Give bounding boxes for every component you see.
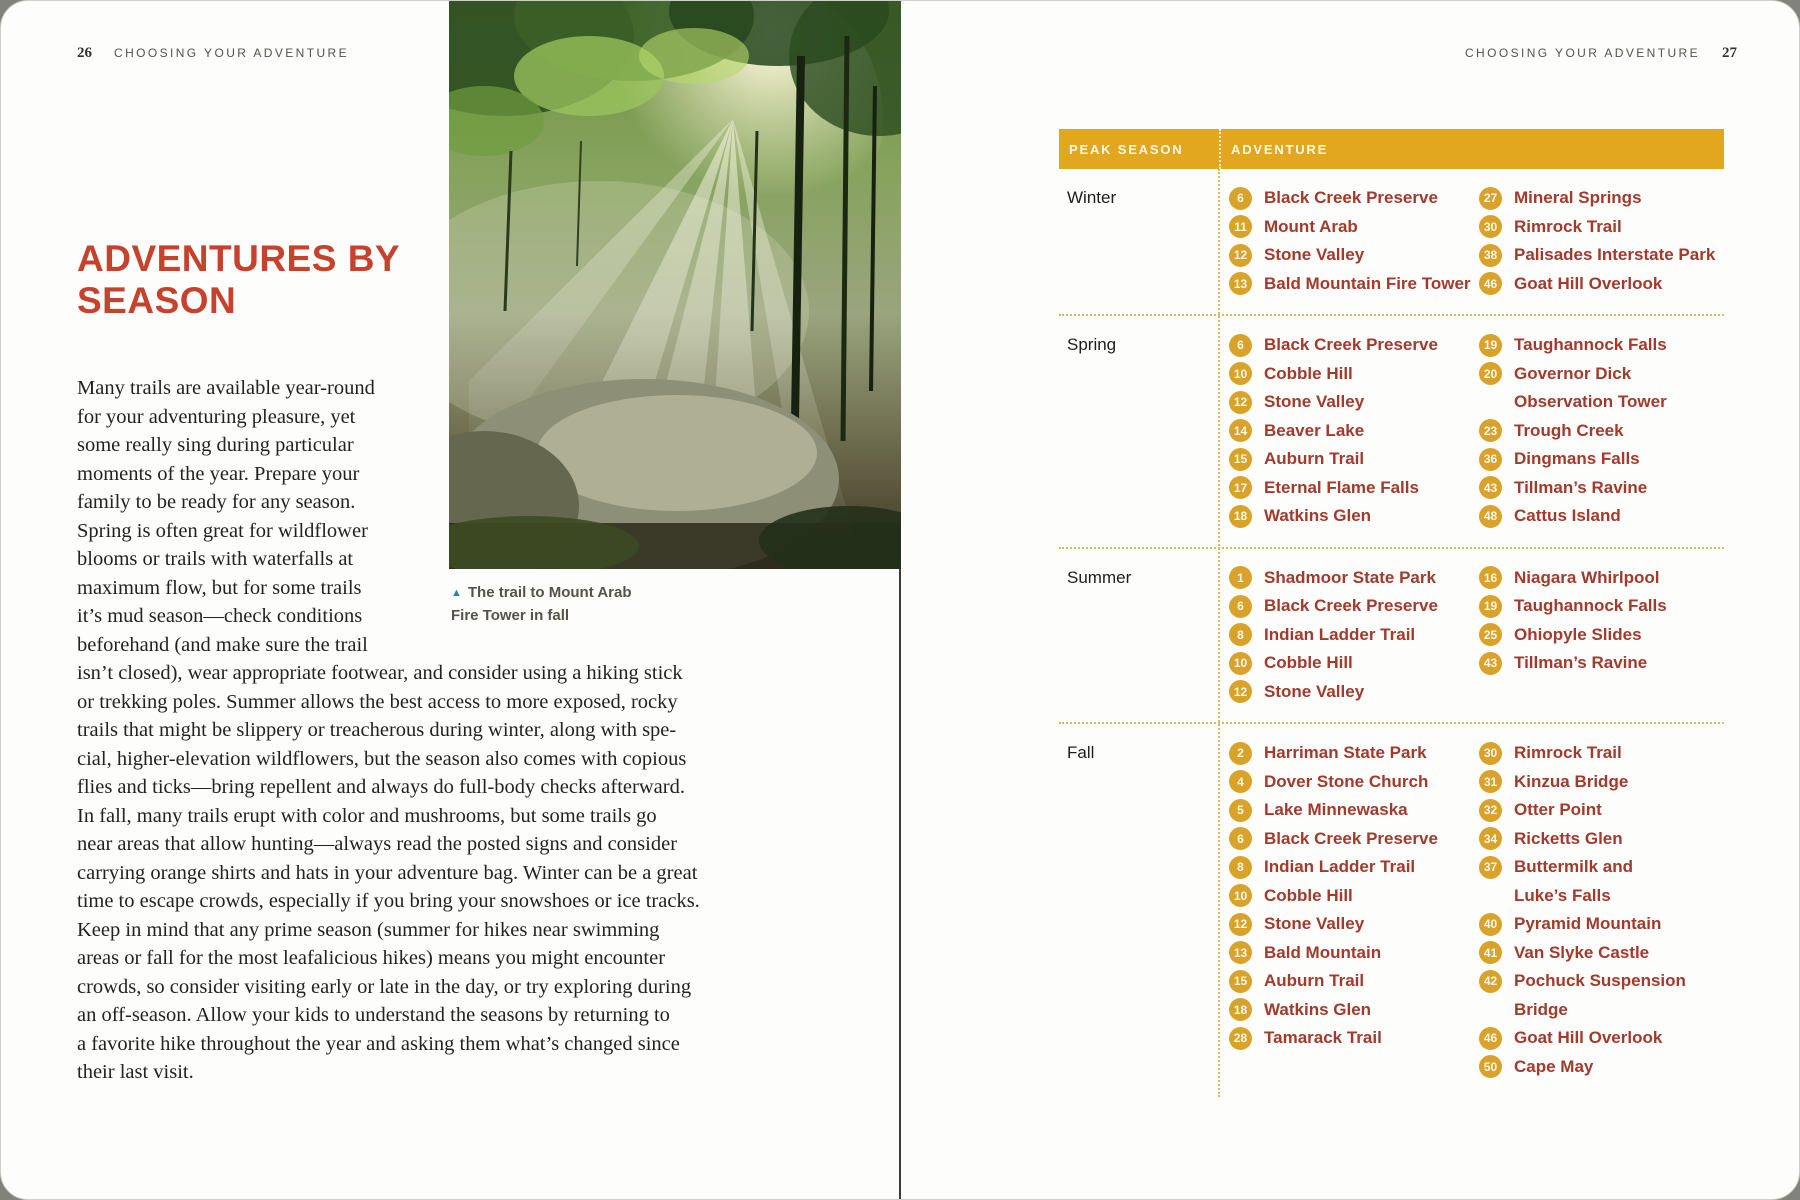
- adventure-name: Bald Mountain Fire Tower: [1264, 273, 1471, 293]
- adventure-name: Buttermilk and: [1514, 857, 1634, 877]
- adventure-name: Watkins Glen: [1264, 506, 1372, 526]
- adventure-name: Auburn Trail: [1264, 449, 1365, 469]
- body-text-line: In fall, many trails erupt with color and mushrooms, but some trails go: [77, 804, 657, 827]
- body-text-line: it’s mud season—check conditions: [77, 605, 363, 627]
- adventure-number-badge: 32: [1479, 799, 1502, 822]
- adventure-name: Indian Ladder Trail: [1264, 624, 1416, 644]
- adventure-number-badge: 18: [1229, 505, 1252, 528]
- adventure-column: [1219, 739, 1469, 1081]
- body-text-line: carrying orange shirts and hats in your adventure bag. Winter can be a great: [77, 861, 698, 884]
- adventure-name: Cape May: [1514, 1056, 1594, 1076]
- page-title: [77, 238, 400, 322]
- body-narrow: [77, 374, 375, 659]
- adventure-name: Tillman’s Ravine: [1514, 653, 1648, 673]
- column-header-peak-season: PEAK SEASON: [1069, 141, 1184, 157]
- body-text-line: some really sing during particular: [77, 434, 354, 456]
- adventure-name: Black Creek Preserve: [1264, 596, 1438, 616]
- table-row: [1229, 213, 1469, 242]
- column-header-adventure: ADVENTURE: [1219, 129, 1724, 169]
- forest-photo: [449, 1, 901, 569]
- adventure-name-line2: Luke’s Falls: [1514, 885, 1611, 905]
- adventure-name: Taughannock Falls: [1514, 335, 1667, 355]
- adventure-number-badge: 30: [1479, 742, 1502, 765]
- adventure-name: Pyramid Mountain: [1514, 914, 1662, 934]
- table-row: [1479, 853, 1724, 882]
- adventure-number-badge: 50: [1479, 1055, 1502, 1078]
- adventure-number-badge: 27: [1479, 187, 1502, 210]
- adventure-name: Cattus Island: [1514, 506, 1621, 526]
- adventure-number-badge: 6: [1229, 334, 1252, 357]
- table-row: [1479, 331, 1724, 360]
- adventure-number-badge: 48: [1479, 505, 1502, 528]
- adventure-name: Van Slyke Castle: [1514, 942, 1650, 962]
- table-row: [1229, 417, 1469, 446]
- table-row: [1479, 564, 1724, 593]
- adventure-number-badge: 11: [1229, 215, 1252, 238]
- table-row: [1479, 739, 1724, 768]
- body-text-line: a favorite hike throughout the year and asking them what’s changed since: [77, 1032, 680, 1055]
- adventure-number-badge: 17: [1229, 476, 1252, 499]
- table-row: [1479, 360, 1724, 389]
- season-section: [1059, 314, 1724, 547]
- adventure-number-badge: 46: [1479, 1027, 1502, 1050]
- table-row: [1229, 445, 1469, 474]
- adventure-name: Ohiopyle Slides: [1514, 624, 1642, 644]
- adventure-number-badge: 30: [1479, 215, 1502, 238]
- body-text-line: or trekking poles. Summer allows the best access to more exposed, rocky: [77, 690, 678, 713]
- table-row: [1229, 796, 1469, 825]
- adventure-name: Goat Hill Overlook: [1514, 1028, 1663, 1048]
- table-row-continuation: [1479, 388, 1724, 417]
- adventure-name: Mineral Springs: [1514, 188, 1642, 208]
- adventure-number-badge: 42: [1479, 970, 1502, 993]
- adventure-name: Otter Point: [1514, 800, 1602, 820]
- adventure-name: Palisades Interstate Park: [1514, 245, 1716, 265]
- adventure-number-badge: 8: [1229, 856, 1252, 879]
- table-row: [1229, 360, 1469, 389]
- table-row: [1229, 768, 1469, 797]
- adventure-name: Trough Creek: [1514, 420, 1624, 440]
- table-column-divider: [1218, 169, 1220, 1097]
- table-row: [1229, 649, 1469, 678]
- adventure-number-badge: 19: [1479, 595, 1502, 618]
- adventure-number-badge: 12: [1229, 680, 1252, 703]
- table-row: [1229, 853, 1469, 882]
- season-label: Winter: [1067, 188, 1117, 207]
- adventure-name: Rimrock Trail: [1514, 743, 1622, 763]
- table-row: [1479, 1024, 1724, 1053]
- adventure-number-badge: 38: [1479, 244, 1502, 267]
- right-page-number: 27: [1722, 45, 1737, 61]
- body-text-line: family to be ready for any season.: [77, 491, 356, 513]
- adventure-name: Governor Dick: [1514, 363, 1632, 383]
- table-row-continuation: [1479, 882, 1724, 911]
- adventure-column: [1219, 564, 1469, 707]
- table-row: [1229, 184, 1469, 213]
- table-row: [1479, 184, 1724, 213]
- body-text-line: Many trails are available year-round: [77, 377, 375, 399]
- table-row: [1479, 417, 1724, 446]
- adventure-number-badge: 34: [1479, 827, 1502, 850]
- adventure-number-badge: 13: [1229, 941, 1252, 964]
- adventure-name: Shadmoor State Park: [1264, 567, 1436, 587]
- page-title-line1: ADVENTURES BY: [77, 238, 401, 279]
- adventure-number-badge: 28: [1229, 1027, 1252, 1050]
- adventure-name: Stone Valley: [1264, 681, 1365, 701]
- left-running-head: [77, 45, 349, 62]
- adventure-name: Taughannock Falls: [1514, 596, 1667, 616]
- adventure-number-badge: 15: [1229, 970, 1252, 993]
- table-row: [1229, 939, 1469, 968]
- body-text-line: near areas that allow hunting—always read the posted signs and consider: [77, 833, 678, 855]
- table-row: [1229, 1024, 1469, 1053]
- table-row: [1229, 592, 1469, 621]
- table-row: [1229, 678, 1469, 707]
- adventure-number-badge: 20: [1479, 362, 1502, 385]
- season-section: [1059, 722, 1724, 1097]
- body-text-line: an off-season. Allow your kids to understand the seasons by returning to: [77, 1004, 670, 1026]
- table-row: [1479, 768, 1724, 797]
- table-row: [1479, 796, 1724, 825]
- table-row: [1479, 621, 1724, 650]
- peak-season-table: [1059, 129, 1724, 1097]
- adventure-name: Pochuck Suspension: [1514, 971, 1686, 991]
- table-row: [1479, 445, 1724, 474]
- adventure-number-badge: 43: [1479, 476, 1502, 499]
- body-text-line: isn’t closed), wear appropriate footwear, and consider using a hiking stick: [77, 662, 683, 684]
- adventure-number-badge: 41: [1479, 941, 1502, 964]
- table-row: [1229, 910, 1469, 939]
- body-wide: [77, 659, 700, 1087]
- adventure-number-badge: 12: [1229, 244, 1252, 267]
- adventure-number-badge: 6: [1229, 827, 1252, 850]
- adventure-name: Stone Valley: [1264, 245, 1365, 265]
- adventure-number-badge: 2: [1229, 742, 1252, 765]
- adventure-number-badge: 6: [1229, 595, 1252, 618]
- adventure-name: Kinzua Bridge: [1514, 771, 1629, 791]
- adventure-name: Stone Valley: [1264, 914, 1365, 934]
- adventure-number-badge: 10: [1229, 652, 1252, 675]
- body-text-line: their last visit.: [77, 1061, 194, 1083]
- body-text-line: flies and ticks—bring repellent and always do full-body checks afterward.: [77, 776, 685, 798]
- adventure-number-badge: 6: [1229, 187, 1252, 210]
- adventure-name: Mount Arab: [1264, 216, 1358, 236]
- adventure-number-badge: 37: [1479, 856, 1502, 879]
- table-row: [1229, 825, 1469, 854]
- body-text-line: beforehand (and make sure the trail: [77, 633, 368, 656]
- adventure-number-badge: 14: [1229, 419, 1252, 442]
- body-text-line: blooms or trails with waterfalls at: [77, 548, 354, 570]
- right-running-head: [1465, 45, 1737, 62]
- body-text-line: time to escape crowds, especially if you bring your snowshoes or ice tracks.: [77, 890, 700, 912]
- adventure-name-line2: Observation Tower: [1514, 392, 1667, 412]
- adventure-number-badge: 36: [1479, 448, 1502, 471]
- table-row: [1229, 241, 1469, 270]
- table-row: [1479, 502, 1724, 531]
- table-row: [1229, 502, 1469, 531]
- adventure-name: Tillman’s Ravine: [1514, 477, 1648, 497]
- adventure-name: Tamarack Trail: [1264, 1028, 1382, 1048]
- adventure-name: Black Creek Preserve: [1264, 828, 1438, 848]
- adventure-number-badge: 31: [1479, 770, 1502, 793]
- adventure-name: Dover Stone Church: [1264, 771, 1429, 791]
- table-row: [1479, 939, 1724, 968]
- adventure-name: Rimrock Trail: [1514, 216, 1622, 236]
- adventure-name: Lake Minnewaska: [1264, 800, 1408, 820]
- adventure-name: Cobble Hill: [1264, 653, 1353, 673]
- table-row: [1229, 621, 1469, 650]
- season-label: Summer: [1067, 567, 1132, 587]
- table-row: [1229, 967, 1469, 996]
- season-section: [1059, 169, 1724, 314]
- body-text-line: moments of the year. Prepare your: [77, 462, 360, 485]
- adventure-number-badge: 12: [1229, 391, 1252, 414]
- adventure-number-badge: 15: [1229, 448, 1252, 471]
- adventure-name: Eternal Flame Falls: [1264, 477, 1419, 497]
- body-text-line: Keep in mind that any prime season (summer for hikes near swimming: [77, 918, 660, 941]
- table-row: [1229, 739, 1469, 768]
- adventure-name: Black Creek Preserve: [1264, 335, 1438, 355]
- table-row: [1479, 910, 1724, 939]
- adventure-column: [1219, 331, 1469, 531]
- season-label: Fall: [1067, 743, 1095, 762]
- table-row: [1479, 825, 1724, 854]
- body-text-line: Spring is often great for wildflower: [77, 519, 368, 542]
- caption-triangle-icon: ▲: [451, 587, 462, 599]
- adventure-name: Harriman State Park: [1264, 743, 1427, 763]
- adventure-name: Watkins Glen: [1264, 999, 1372, 1019]
- page-title-line2: SEASON: [77, 280, 237, 321]
- adventure-name: Goat Hill Overlook: [1514, 273, 1663, 293]
- table-row: [1479, 592, 1724, 621]
- adventure-number-badge: 40: [1479, 913, 1502, 936]
- adventure-number-badge: 8: [1229, 623, 1252, 646]
- adventure-column: [1469, 564, 1724, 707]
- adventure-number-badge: 5: [1229, 799, 1252, 822]
- body-text-line: maximum flow, but for some trails: [77, 576, 362, 599]
- table-row: [1479, 241, 1724, 270]
- left-page-number: 26: [77, 45, 92, 61]
- body-text-line: trails that might be slippery or treacherous during winter, along with spe-: [77, 719, 677, 741]
- adventure-name: Auburn Trail: [1264, 971, 1365, 991]
- table-row: [1479, 1053, 1724, 1082]
- adventure-number-badge: 25: [1479, 623, 1502, 646]
- adventure-number-badge: 16: [1479, 566, 1502, 589]
- adventure-name: Stone Valley: [1264, 392, 1365, 412]
- body-text-line: cial, higher-elevation wildflowers, but the season also comes with copious: [77, 747, 687, 770]
- table-row: [1229, 388, 1469, 417]
- table-header-row: [1059, 129, 1724, 169]
- adventure-number-badge: 10: [1229, 362, 1252, 385]
- table-row: [1479, 213, 1724, 242]
- table-row: [1229, 474, 1469, 503]
- table-row: [1229, 996, 1469, 1025]
- table-row: [1479, 270, 1724, 299]
- adventure-number-badge: 46: [1479, 272, 1502, 295]
- table-row: [1479, 967, 1724, 996]
- adventure-number-badge: 12: [1229, 913, 1252, 936]
- adventure-number-badge: 4: [1229, 770, 1252, 793]
- body-text-line: areas or fall for the most leafalicious hikes) means you might encounter: [77, 947, 666, 969]
- adventure-number-badge: 43: [1479, 652, 1502, 675]
- right-running-head-text: CHOOSING YOUR ADVENTURE: [1464, 46, 1700, 60]
- table-row: [1479, 649, 1724, 678]
- table-sections: [1059, 169, 1724, 1097]
- photo-caption-line1: ▲ The trail to Mount Arab: [451, 584, 632, 601]
- table-row: [1229, 564, 1469, 593]
- adventure-name: Cobble Hill: [1264, 363, 1353, 383]
- table-row: [1229, 270, 1469, 299]
- left-running-head-text: CHOOSING YOUR ADVENTURE: [114, 46, 350, 60]
- season-label: Spring: [1067, 335, 1117, 354]
- adventure-column: [1469, 739, 1724, 1081]
- adventure-column: [1219, 184, 1469, 298]
- table-row-continuation: [1479, 996, 1724, 1025]
- table-row: [1229, 882, 1469, 911]
- adventure-name-line2: Bridge: [1514, 999, 1568, 1019]
- adventure-name: Niagara Whirlpool: [1514, 567, 1660, 587]
- adventure-name: Dingmans Falls: [1514, 449, 1640, 469]
- adventure-name: Bald Mountain: [1264, 942, 1382, 962]
- adventure-name: Cobble Hill: [1264, 885, 1353, 905]
- body-text-line: for your adventuring pleasure, yet: [77, 405, 356, 428]
- adventure-name: Ricketts Glen: [1514, 828, 1623, 848]
- adventure-name: Black Creek Preserve: [1264, 188, 1438, 208]
- adventure-name: Beaver Lake: [1264, 420, 1365, 440]
- adventure-number-badge: 19: [1479, 334, 1502, 357]
- season-section: [1059, 547, 1724, 723]
- adventure-number-badge: 1: [1229, 566, 1252, 589]
- adventure-column: [1469, 184, 1724, 298]
- adventure-column: [1469, 331, 1724, 531]
- adventure-name: Indian Ladder Trail: [1264, 857, 1416, 877]
- table-row: [1229, 331, 1469, 360]
- adventure-number-badge: 13: [1229, 272, 1252, 295]
- adventure-number-badge: 10: [1229, 884, 1252, 907]
- photo-caption: [451, 582, 632, 626]
- forest-photo-art: [449, 1, 901, 569]
- body-text-line: crowds, so consider visiting early or late in the day, or try exploring during: [77, 975, 692, 998]
- photo-caption-line2: Fire Tower in fall: [451, 607, 570, 624]
- adventure-number-badge: 23: [1479, 419, 1502, 442]
- table-row: [1479, 474, 1724, 503]
- adventure-number-badge: 18: [1229, 998, 1252, 1021]
